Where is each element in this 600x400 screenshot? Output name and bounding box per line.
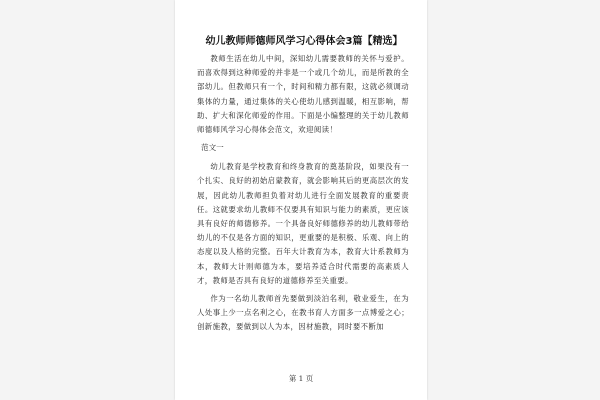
body-paragraph-1: 幼儿教育是学校教育和终身教育的奠基阶段，如果没有一个扎实、良好的初始启蒙教育，就会影响其后的更高层次的发展，因此幼儿教师担负着对幼儿进行全面发展教育的重要责任。这就要求幼儿教师不仅要具有知识与能力的素质，更应该具有良好的师德修养。一个具备良好师德修养的幼儿教师带给幼儿的不仅是各方面的知识，更重要的是积极、乐观、向上的态度以及人格的完整。百年大计教育为本，教育大计系教师为本，教师大计则师德为本，要培养适合时代需要的高素质人才，教师是否具有良好的道德修养至关重要。	[197, 162, 409, 285]
intro-paragraph: 教师生活在幼儿中间，深知幼儿需要教师的关怀与爱护。而喜欢得到这种师爱的并非是一个或几个幼儿，而是所教的全部幼儿。但教师只有一个，时间和精力都有限，这就必须调动集体的力量，通过集体的关心使幼儿感到温暖，相互影响，帮助、扩大和深化师爱的作用。下面是小编整理的关于幼儿教师师德师风学习心得体会范文，欢迎阅读！	[197, 54, 409, 135]
page-number: 第 1 页	[288, 374, 314, 383]
section-heading: 范文一	[201, 143, 224, 153]
body-paragraph-2: 作为一名幼儿教师首先要做到淡泊名利，敬业爱生，在为人处事上少一点名利之心，在教书育人方面多一点博爱之心；创新施教，要做到以人为本，因材施教，同时要不断加	[197, 294, 409, 332]
document-page	[175, 0, 427, 400]
document-body	[197, 34, 409, 335]
document-title: 幼儿教师师德师风学习心得体会3篇【精选】	[205, 36, 403, 47]
